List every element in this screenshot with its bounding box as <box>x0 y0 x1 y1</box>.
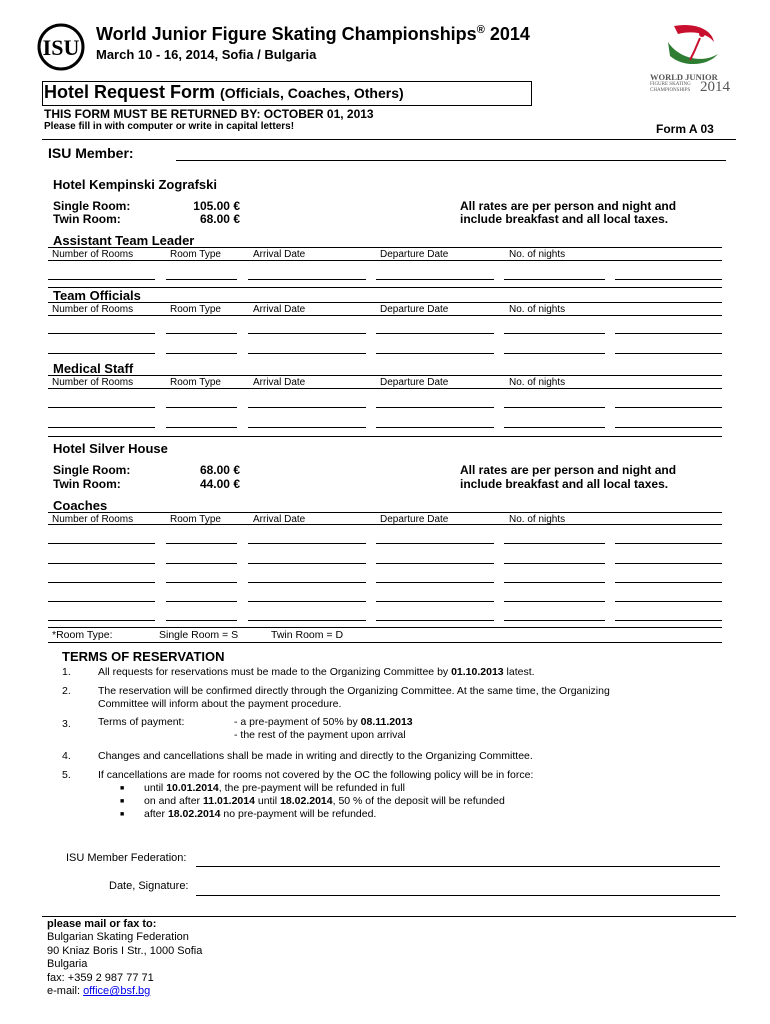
entry-field-nights[interactable] <box>504 279 605 280</box>
section-assistant-team-leader: Assistant Team Leader <box>53 233 195 248</box>
terms-heading: TERMS OF RESERVATION <box>62 649 225 664</box>
term-3-line-2: - the rest of the payment upon arrival <box>234 729 406 741</box>
section-rule <box>48 375 722 376</box>
hotel1-rate-note-1: All rates are per person and night and <box>460 199 677 213</box>
hotel1-name: Hotel Kempinski Zografski <box>53 177 217 192</box>
entry-field-departure[interactable] <box>376 563 494 564</box>
policy-bullet-1-text: until 10.01.2014, the pre-payment will be refunded in full <box>144 782 405 794</box>
term-4: Changes and cancellations shall be made in writing and directly to the Organizing Committee. <box>98 750 533 762</box>
entry-field-extra[interactable] <box>615 279 722 280</box>
championship-logo-year: 2014 <box>700 79 730 95</box>
policy-bullet-1 <box>120 782 405 795</box>
col-departure-date: Departure Date <box>380 249 449 260</box>
entry-field-arrival[interactable] <box>248 279 366 280</box>
entry-field-departure[interactable] <box>376 543 494 544</box>
entry-field-nights[interactable] <box>504 563 605 564</box>
entry-field-extra[interactable] <box>615 353 722 354</box>
policy-bullet-2 <box>120 795 505 808</box>
entry-field-room-type[interactable] <box>166 279 237 280</box>
section-medical-staff: Medical Staff <box>53 361 134 376</box>
hotel2-name: Hotel Silver House <box>53 441 168 456</box>
section-rule <box>48 247 722 248</box>
footer-email <box>47 985 202 998</box>
entry-field-room-type[interactable] <box>166 601 237 602</box>
col-arrival-date: Arrival Date <box>253 514 306 525</box>
col-no-of-nights: No. of nights <box>509 377 566 388</box>
entry-field-extra[interactable] <box>615 563 722 564</box>
col-room-type: Room Type <box>170 249 221 260</box>
entry-field-extra[interactable] <box>615 427 722 428</box>
entry-field-rooms[interactable] <box>48 543 155 544</box>
form-title <box>44 82 404 103</box>
col-arrival-date: Arrival Date <box>253 304 306 315</box>
entry-field-arrival[interactable] <box>248 543 366 544</box>
entry-field-extra[interactable] <box>615 407 722 408</box>
form-id: Form A 03 <box>656 122 714 136</box>
room-type-twin: Twin Room = D <box>271 629 344 641</box>
term-3-label: Terms of payment: <box>98 716 185 728</box>
entry-field-departure[interactable] <box>376 427 494 428</box>
entry-field-nights[interactable] <box>504 601 605 602</box>
date-signature-label: Date, Signature: <box>109 880 189 892</box>
entry-field-arrival[interactable] <box>248 353 366 354</box>
email-link[interactable]: office@bsf.bg <box>83 985 151 998</box>
col-no-of-nights: No. of nights <box>509 249 566 260</box>
entry-field-room-type[interactable] <box>166 407 237 408</box>
date-signature-field[interactable] <box>196 895 720 896</box>
championship-logo-line3: CHAMPIONSHIPS <box>650 88 691 93</box>
entry-field-arrival[interactable] <box>248 333 366 334</box>
entry-field-departure[interactable] <box>376 279 494 280</box>
entry-field-room-type[interactable] <box>166 353 237 354</box>
term-1-number: 1. <box>62 666 71 678</box>
entry-field-nights[interactable] <box>504 353 605 354</box>
policy-bullet-2-text: on and after 11.01.2014 until 18.02.2014, 50 % of the deposit will be refunded <box>144 795 505 807</box>
isu-member-label: ISU Member: <box>48 145 134 161</box>
policy-bullet-3 <box>120 808 377 821</box>
hotel1-single-price: 105.00 € <box>193 199 240 213</box>
entry-field-extra[interactable] <box>615 601 722 602</box>
entry-field-nights[interactable] <box>504 582 605 583</box>
hotel2-rate-note-2: include breakfast and all local taxes. <box>460 477 669 491</box>
hotel2-twin-label: Twin Room: <box>53 477 121 491</box>
term-2-line-1: The reservation will be confirmed directly through the Organizing Committee. At the same time, the Organizing <box>98 685 610 697</box>
section-coaches: Coaches <box>53 498 108 513</box>
entry-field-extra[interactable] <box>615 620 722 621</box>
col-departure-date: Departure Date <box>380 377 449 388</box>
entry-field-nights[interactable] <box>504 427 605 428</box>
term-1-text: All requests for reservations must be made to the Organizing Committee by <box>98 666 452 678</box>
term-3-date: 08.11.2013 <box>360 716 413 728</box>
footer-heading: please mail or fax to: <box>47 918 157 930</box>
skater-logo-icon <box>644 20 736 72</box>
registered-mark: ® <box>476 24 485 36</box>
entry-field-nights[interactable] <box>504 333 605 334</box>
section-team-officials: Team Officials <box>53 288 141 303</box>
event-title-year: 2014 <box>489 24 530 44</box>
entry-field-rooms[interactable] <box>48 333 155 334</box>
entry-field-rooms[interactable] <box>48 620 155 621</box>
entry-field-rooms[interactable] <box>48 353 155 354</box>
entry-field-extra[interactable] <box>615 543 722 544</box>
section-rule <box>48 627 722 628</box>
footer-org: Bulgarian Skating Federation <box>47 931 189 944</box>
event-title <box>96 24 530 45</box>
room-type-single: Single Room = S <box>159 629 239 641</box>
return-deadline: THIS FORM MUST BE RETURNED BY: OCTOBER 01, 2013 <box>44 107 374 121</box>
bullet-icon: ■ <box>120 798 125 805</box>
championship-logo-line1: WORLD JUNIOR <box>650 72 718 82</box>
footer-address: 90 Kniaz Boris I Str., 1000 Sofia <box>47 944 203 957</box>
entry-field-departure[interactable] <box>376 620 494 621</box>
hotel2-single-label: Single Room: <box>53 463 131 477</box>
term-5: If cancellations are made for rooms not covered by the OC the following policy will be in force: <box>98 769 534 781</box>
entry-field-departure[interactable] <box>376 582 494 583</box>
term-3-line-1-text: - a pre-payment of 50% by <box>234 716 361 728</box>
entry-field-departure[interactable] <box>376 333 494 334</box>
hotel2-single-price: 68.00 € <box>199 463 240 477</box>
col-arrival-date: Arrival Date <box>253 377 306 388</box>
entry-field-departure[interactable] <box>376 601 494 602</box>
room-type-legend-label: *Room Type: <box>52 629 113 641</box>
entry-field-rooms[interactable] <box>48 407 155 408</box>
footer-country: Bulgaria <box>47 958 88 971</box>
section-rule <box>48 642 722 643</box>
hotel1-single-label: Single Room: <box>53 199 131 213</box>
term-2-line-2: Committee will inform about the payment procedure. <box>98 698 342 710</box>
footer-fax: fax: +359 2 987 77 71 <box>47 971 154 984</box>
entry-field-extra[interactable] <box>615 333 722 334</box>
entry-field-room-type[interactable] <box>166 620 237 621</box>
col-number-of-rooms: Number of Rooms <box>52 304 134 315</box>
term-3-line-1 <box>234 716 413 729</box>
term-4-number: 4. <box>62 750 71 762</box>
term-3-number: 3. <box>62 718 71 730</box>
col-number-of-rooms: Number of Rooms <box>52 377 134 388</box>
policy-bullet-3-text: after 18.02.2014 no pre-payment will be refunded. <box>144 808 377 820</box>
hotel2-rate-note-1: All rates are per person and night and <box>460 463 677 477</box>
col-number-of-rooms: Number of Rooms <box>52 514 134 525</box>
footer-divider <box>42 916 736 917</box>
col-no-of-nights: No. of nights <box>509 304 566 315</box>
header-divider <box>42 139 736 140</box>
isu-logo-icon <box>36 22 86 72</box>
col-room-type: Room Type <box>170 304 221 315</box>
section-rule <box>48 302 722 303</box>
hotel2-twin-price: 44.00 € <box>199 477 240 491</box>
room-type-legend <box>52 629 344 641</box>
event-subtitle: March 10 - 16, 2014, Sofia / Bulgaria <box>96 47 317 62</box>
col-departure-date: Departure Date <box>380 514 449 525</box>
entry-field-room-type[interactable] <box>166 427 237 428</box>
entry-field-nights[interactable] <box>504 407 605 408</box>
isu-logo-text: ISU <box>42 35 80 60</box>
entry-field-arrival[interactable] <box>248 620 366 621</box>
term-2 <box>98 685 610 711</box>
entry-field-rooms[interactable] <box>48 279 155 280</box>
championship-logo <box>644 20 736 106</box>
col-no-of-nights: No. of nights <box>509 514 566 525</box>
col-arrival-date: Arrival Date <box>253 249 306 260</box>
term-1 <box>98 666 535 679</box>
hotel1-rate-note-2: include breakfast and all local taxes. <box>460 212 669 226</box>
entry-field-rooms[interactable] <box>48 601 155 602</box>
entry-field-arrival[interactable] <box>248 407 366 408</box>
col-room-type: Room Type <box>170 514 221 525</box>
isu-logo <box>36 22 86 72</box>
entry-field-arrival[interactable] <box>248 427 366 428</box>
footer-email-label: e-mail: <box>47 985 84 998</box>
bullet-icon: ■ <box>120 811 125 818</box>
federation-field[interactable] <box>196 866 720 867</box>
entry-field-rooms[interactable] <box>48 563 155 564</box>
bullet-icon: ■ <box>120 785 125 792</box>
section-rule <box>48 388 722 389</box>
term-5-number: 5. <box>62 769 71 781</box>
entry-field-arrival[interactable] <box>248 582 366 583</box>
section-rule <box>48 287 722 288</box>
section-rule <box>48 315 722 316</box>
term-1-date: 01.10.2013 <box>451 666 504 678</box>
entry-field-arrival[interactable] <box>248 601 366 602</box>
entry-field-room-type[interactable] <box>166 563 237 564</box>
footer-contact <box>47 918 202 998</box>
section-rule <box>48 436 722 437</box>
entry-field-room-type[interactable] <box>166 543 237 544</box>
entry-field-arrival[interactable] <box>248 563 366 564</box>
entry-field-room-type[interactable] <box>166 582 237 583</box>
section-rule <box>48 512 722 513</box>
entry-field-rooms[interactable] <box>48 582 155 583</box>
hotel1-twin-label: Twin Room: <box>53 212 121 226</box>
entry-field-rooms[interactable] <box>48 427 155 428</box>
entry-field-extra[interactable] <box>615 582 722 583</box>
hotel1-twin-price: 68.00 € <box>199 212 240 226</box>
event-title-text: World Junior Figure Skating Championships <box>96 24 477 44</box>
term-3-details <box>234 716 413 742</box>
form-title-sub: (Officials, Coaches, Others) <box>220 85 404 101</box>
term-2-number: 2. <box>62 685 71 697</box>
federation-label: ISU Member Federation: <box>66 852 187 864</box>
section-rule <box>48 524 722 525</box>
col-room-type: Room Type <box>170 377 221 388</box>
term-1-end: latest. <box>503 666 535 678</box>
fill-instructions: Please fill in with computer or write in capital letters! <box>44 121 295 132</box>
championship-logo-line2: FIGURE SKATING <box>650 82 691 87</box>
entry-field-nights[interactable] <box>504 620 605 621</box>
entry-field-nights[interactable] <box>504 543 605 544</box>
entry-field-room-type[interactable] <box>166 333 237 334</box>
col-departure-date: Departure Date <box>380 304 449 315</box>
section-rule <box>48 260 722 261</box>
entry-field-departure[interactable] <box>376 353 494 354</box>
form-title-main: Hotel Request Form <box>44 82 216 102</box>
isu-member-field[interactable] <box>176 160 726 161</box>
entry-field-departure[interactable] <box>376 407 494 408</box>
col-number-of-rooms: Number of Rooms <box>52 249 134 260</box>
